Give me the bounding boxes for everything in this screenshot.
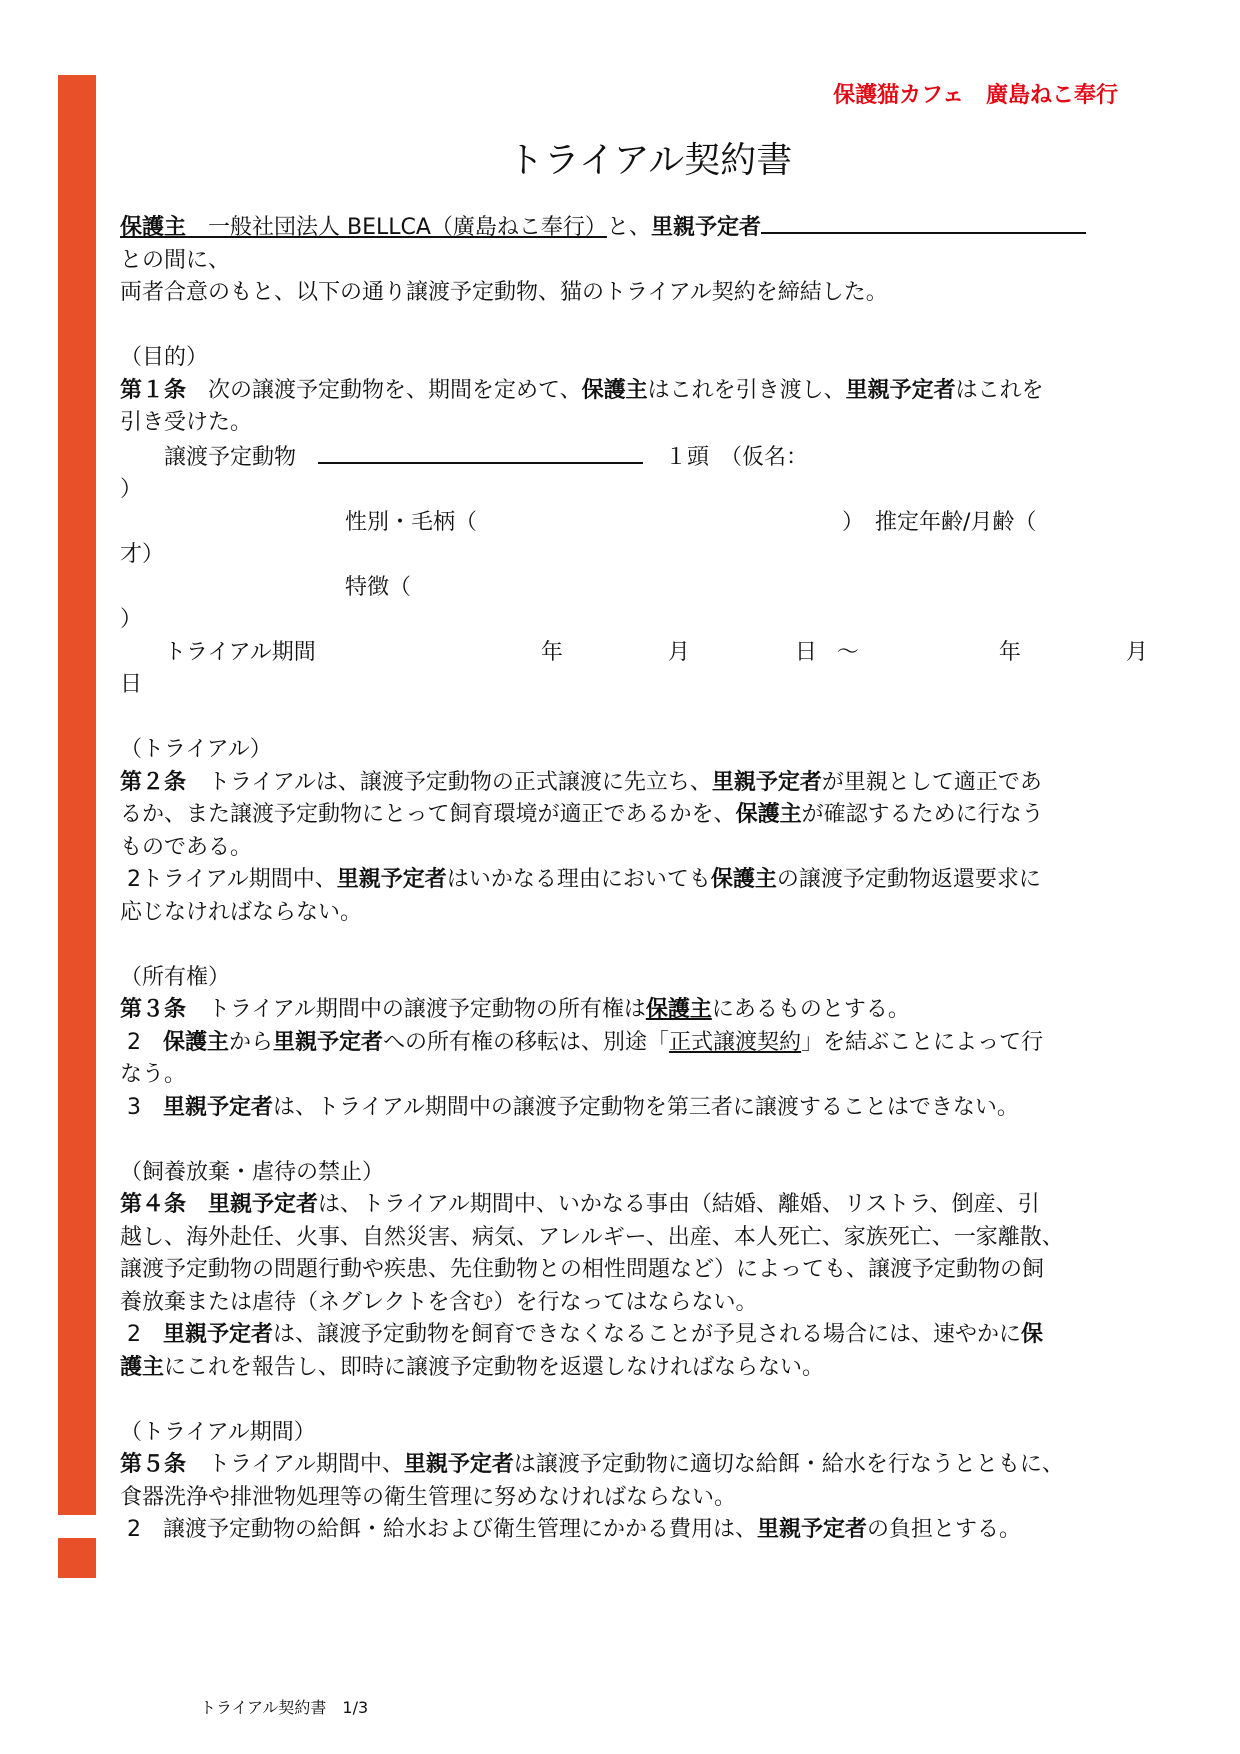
guardian-label: 保護主 <box>120 215 187 240</box>
animal-line: 譲渡予定動物 １頭 （仮名： <box>120 440 1175 475</box>
article-1-heading: （目的） <box>120 345 209 370</box>
accent-bar <box>58 75 96 1515</box>
feature-line: 特徴（ <box>345 574 412 600</box>
animal-field[interactable] <box>318 440 643 464</box>
sex-line: 性別・毛柄（ ） 推定年齢/月齢（ <box>345 509 1037 535</box>
article-2-heading: （トライアル） <box>120 737 272 762</box>
page-title: トライアル契約書 <box>507 140 793 181</box>
article-3-heading: （所有権） <box>120 964 231 990</box>
org-name: 保護猫カフェ 廣島ねこ奉行 <box>833 83 1118 108</box>
adopter-label: 里親予定者 <box>650 215 761 240</box>
article-4-heading: （飼養放棄・虐待の禁止） <box>120 1159 385 1185</box>
article-1: 第１条 次の譲渡予定動物を、期間を定めて、保護主はこれを引き渡し、里親予定者はこれを <box>120 377 1044 403</box>
adopter-name-field[interactable] <box>761 210 1086 234</box>
article-4: 第４条 里親予定者は、トライアル期間中、いかなる事由（結婚、離婚、リストラ、倒産、引 <box>120 1192 1040 1217</box>
intro-line-1: 保護主 一般社団法人 BELLCA（廣島ねこ奉行）と、里親予定者 <box>120 210 1175 245</box>
article-3: 第３条 トライアル期間中の譲渡予定動物の所有権は保護主にあるものとする。 <box>120 997 910 1022</box>
article-2: 第２条 トライアルは、譲渡予定動物の正式譲渡に先立ち、里親予定者が里親として適正であ <box>120 769 1042 795</box>
guardian-name: 一般社団法人 BELLCA（廣島ねこ奉行） <box>186 215 607 240</box>
period-line: トライアル期間 年 月 日 ～ 年 月 <box>120 639 1148 665</box>
accent-bar-footer <box>58 1538 96 1578</box>
article-5: 第５条 トライアル期間中、里親予定者は譲渡予定動物に適切な給餌・給水を行なうとともに、 <box>120 1452 1064 1477</box>
article-5-heading: （トライアル期間） <box>120 1419 316 1445</box>
page-footer: トライアル契約書 1/3 <box>200 1698 369 1717</box>
contract-body: 保護主 一般社団法人 BELLCA（廣島ねこ奉行）と、里親予定者 との間に、 両者合意のもと、以下の通り譲渡予定動物、猫のトライアル契約を締結した。 （目的） 第１条 次の譲渡予定動物を、期間を定めて、保護主はこれを引き渡し、里親予定者はこれを 引き受けた。 譲渡予定動物 １頭 （仮名： ） 性別・毛柄（ ） 推定年齢/月齢（ 才） 特徴（ ） トライアル期間 年 月 日 ～ 年 月 日 （トライアル） 第２条 トライアルは、譲渡予定動物の正式譲渡に先立ち、里親予定者が里親として適正であ るか、また譲渡予定動物にとって飼育環境が適正であるかを、保護主が確認するために行なう ものである。 2トライアル期間中、里親予定者はいかなる理由においても保護主の譲渡予定動物返還要求に 応じなければならない。 （所有権） 第３条 トライアル期間中の譲渡予定動物の所有権は保護主にあるものとする。 2 保護主から里親予定者への所有権の移転は、別途「正式譲渡契約」を結ぶことによって行 なう。 3 里親予定者は、トライアル期間中の譲渡予定動物を第三者に譲渡することはできない。 （飼養放棄・虐待の禁止） 第４条 里親予定者は、トライアル期間中、いかなる事由（結婚、離婚、リストラ、倒産、引 越し、海外赴任、火事、自然災害、病気、アレルギー、出産、本人死亡、家族死亡、一家離散、 譲渡予定動物の問題行動や疾患、先住動物との相性問題など）によっても、譲渡予定動物の飼 養放棄または虐待（ネグレクトを含む）を行なってはならない。 2 里親予定者は、譲渡予定動物を飼育できなくなることが予見される場合には、速やかに保 護主にこれを報告し、即時に譲渡予定動物を返還しなければならない。 （トライアル期間） 第５条 トライアル期間中、里親予定者は譲渡予定動物に適切な給餌・給水を行なうとともに、 食器洗浄や排泄物処理等の衛生管理に努めなければならない。 2 譲渡予定動物の給餌・給水および衛生管理にかかる費用は、里親予定者の負担とする。 <box>120 210 1175 1547</box>
